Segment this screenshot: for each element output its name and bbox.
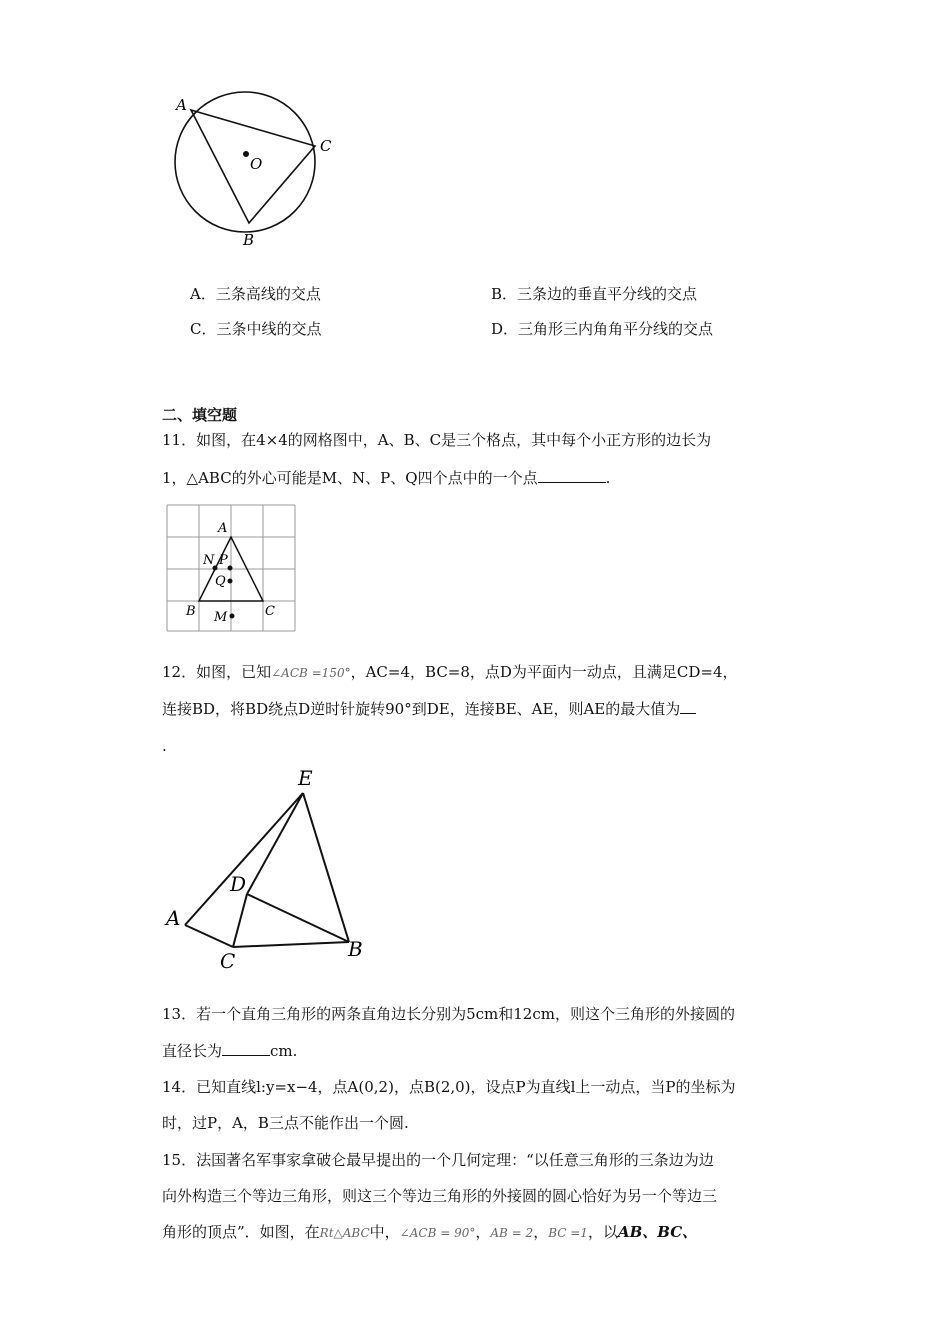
q14-line1: 14．已知直线l:y=x−4，点A(0,2)，点B(2,0)，设点P为直线l上一动点，当P的坐标为 — [162, 1078, 736, 1096]
q14-line2: 时，过P，A，B三点不能作出一个圆. — [162, 1114, 409, 1132]
q15-sep2: ， — [533, 1223, 549, 1241]
q15-with: ，以 — [587, 1223, 618, 1241]
grid-label-M: M — [214, 610, 228, 625]
q11-line2-text: 1，△ABC的外心可能是M、N、P、Q四个点中的一个点 — [162, 469, 538, 487]
option-b[interactable]: B．三条边的垂直平分线的交点 — [491, 285, 698, 303]
q12-line1 — [162, 662, 738, 683]
q11-line2 — [162, 468, 610, 488]
tri-label-E: E — [298, 766, 313, 790]
grid-label-Q: Q — [215, 574, 226, 589]
tri-label-D: D — [230, 872, 247, 896]
section-title: 二、填空题 — [162, 406, 238, 424]
q15-sep1: ， — [475, 1223, 491, 1241]
point-Q — [228, 579, 233, 584]
tri-label-C: C — [220, 949, 236, 973]
grid-label-P: P — [219, 553, 228, 568]
option-d[interactable]: D．三角形三内角角平分线的交点 — [491, 320, 714, 338]
q15-rt: Rt△ABC — [319, 1226, 370, 1240]
q15-angle: ∠ACB = 90° — [399, 1226, 476, 1240]
option-c[interactable]: C．三条中线的交点 — [190, 320, 322, 338]
q15-line3-start: 角形的顶点”．如图，在 — [162, 1223, 320, 1241]
point-P — [228, 566, 233, 571]
q15-tail: AB、BC、 — [617, 1223, 698, 1241]
grid-label-N: N — [203, 553, 215, 568]
q15-line1: 15．法国著名军事家拿破仑最早提出的一个几何定理：“以任意三角形的三条边为边 — [162, 1151, 714, 1169]
center-point — [243, 151, 249, 157]
q15-mid: 中， — [369, 1223, 400, 1241]
q13-line1: 13．若一个直角三角形的两条直角边长分别为5cm和12cm，则这个三角形的外接圆的 — [162, 1005, 735, 1023]
q12-line1-start: 12．如图，已知 — [162, 663, 272, 681]
q12-angle: ∠ACB =150° — [271, 666, 351, 680]
q11-line2-end: . — [605, 469, 611, 487]
q13-line2-text: 直径长为 — [162, 1042, 223, 1060]
q11-line1: 11．如图，在4×4的网格图中，A、B、C是三个格点，其中每个小正方形的边长为 — [162, 431, 712, 449]
label-B: B — [243, 231, 255, 249]
figure-lines — [185, 793, 349, 947]
grid-label-A: A — [218, 521, 228, 536]
grid-figure — [166, 504, 296, 634]
q12-line2 — [162, 699, 696, 719]
q12-line3: . — [162, 737, 167, 755]
q13-line2 — [162, 1041, 297, 1061]
q12-line2-text: 连接BD，将BD绕点D逆时针旋转90°到DE，连接BE、AE，则AE的最大值为 — [162, 700, 681, 718]
circumcircle — [175, 92, 315, 232]
grid-label-B: B — [186, 604, 196, 619]
tri-label-B: B — [348, 937, 363, 961]
rotation-figure — [160, 765, 375, 980]
circle-triangle-figure — [165, 85, 345, 255]
answer-blank-12[interactable] — [680, 699, 696, 714]
answer-blank-11[interactable] — [538, 468, 606, 483]
option-a[interactable]: A．三条高线的交点 — [190, 285, 321, 303]
point-M — [230, 614, 235, 619]
q15-line2: 向外构造三个等边三角形，则这三个等边三角形的外接圆的圆心恰好为另一个等边三 — [162, 1187, 718, 1205]
q12-line1-end: ，AC=4，BC=8，点D为平面内一动点，且满足CD=4， — [350, 663, 738, 681]
grid-label-C: C — [265, 604, 275, 619]
answer-blank-13[interactable] — [222, 1041, 270, 1056]
label-O: O — [250, 155, 263, 173]
q15-ab: AB = 2 — [490, 1226, 534, 1240]
q15-bc: BC =1 — [548, 1226, 588, 1240]
q13-line2-unit: cm. — [270, 1042, 298, 1060]
tri-label-A: A — [166, 906, 181, 930]
q15-line3 — [162, 1222, 697, 1243]
label-A: A — [176, 96, 187, 114]
label-C: C — [320, 137, 332, 155]
